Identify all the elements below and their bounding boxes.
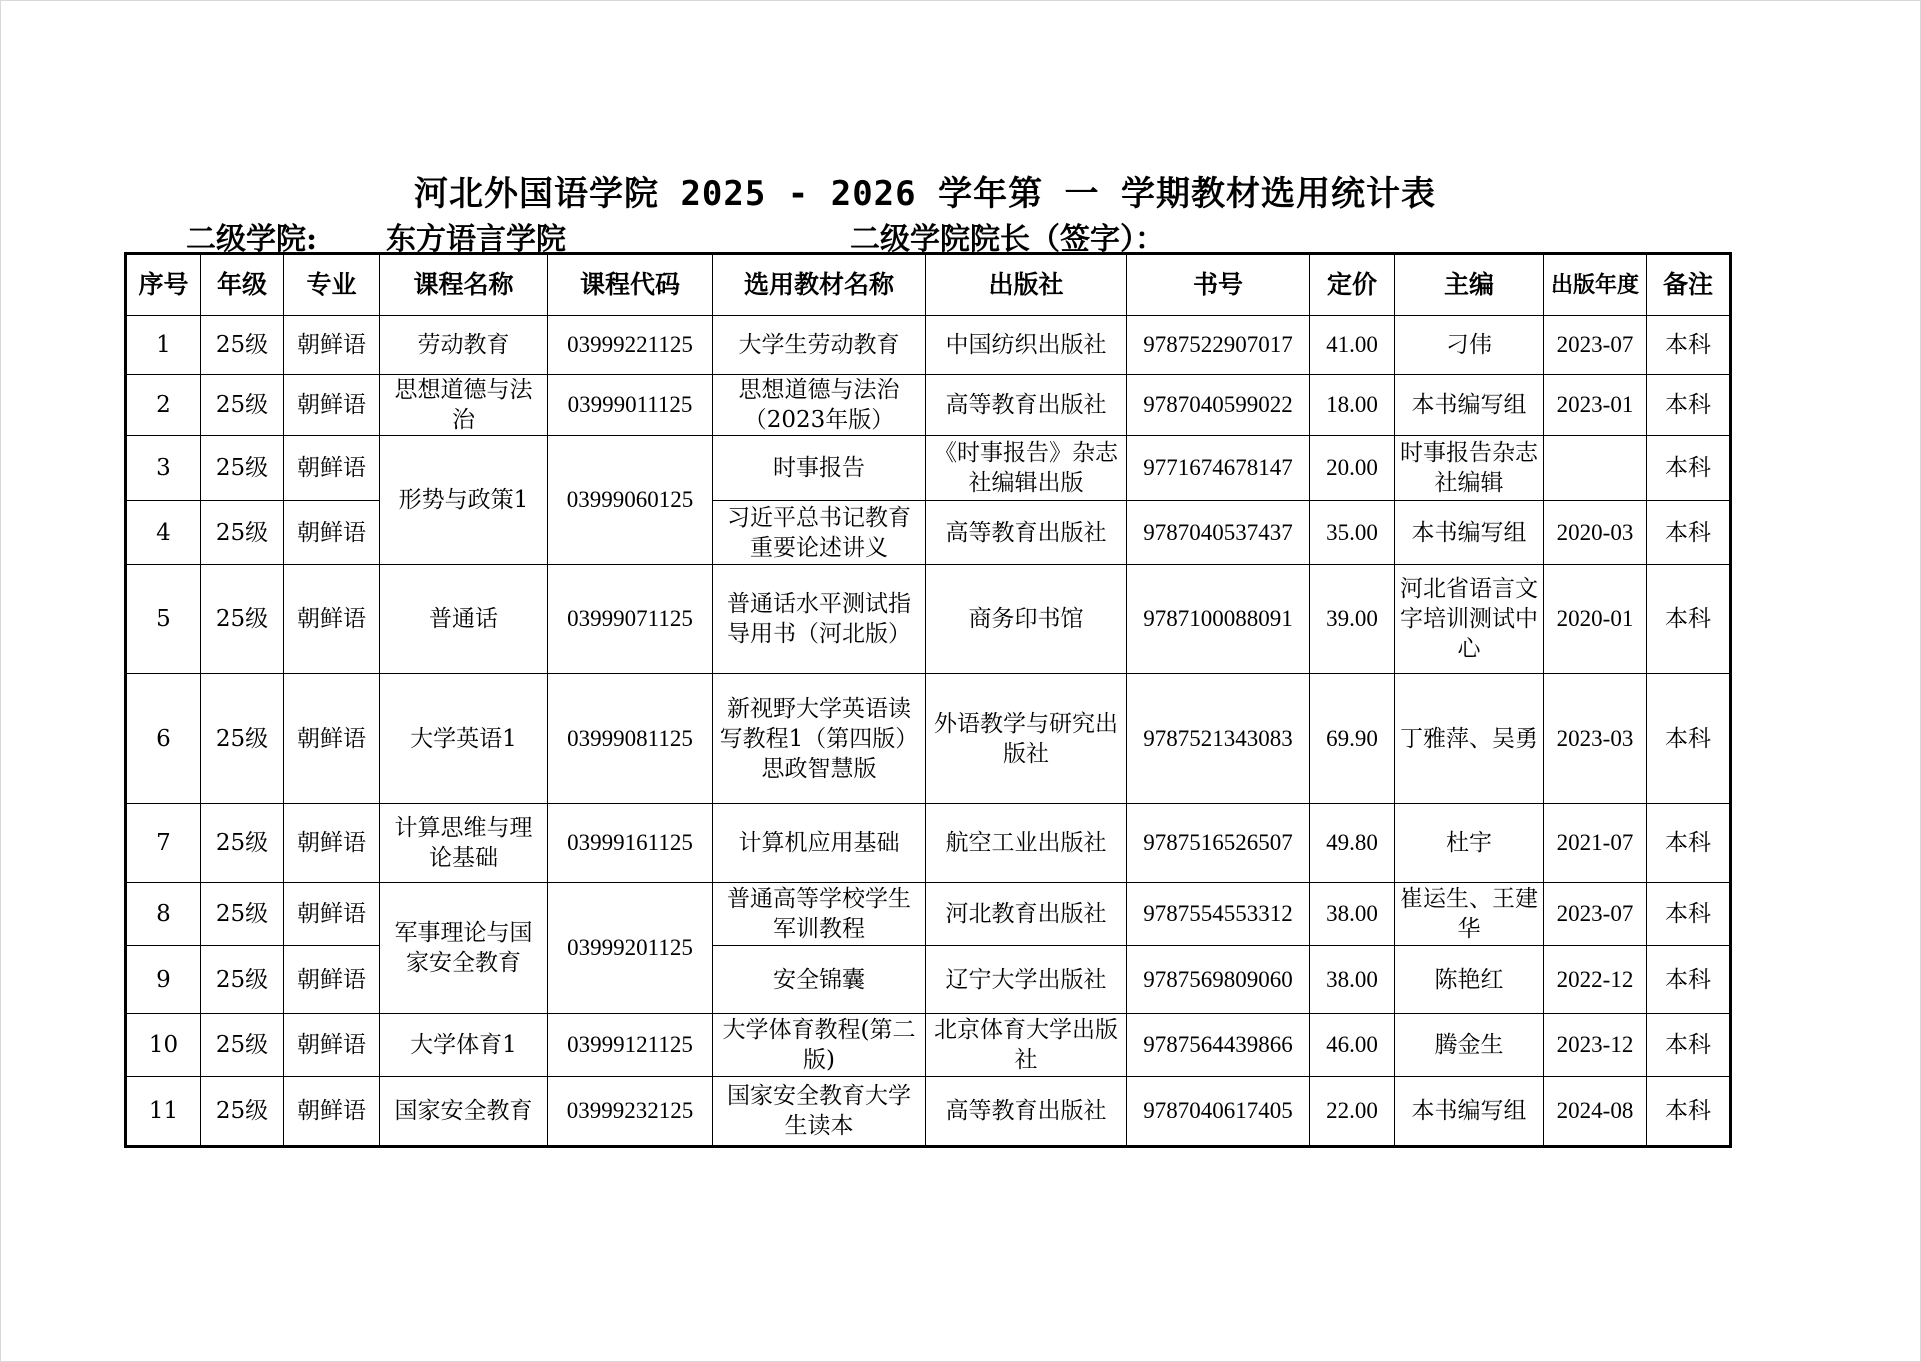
cell-major: 朝鲜语	[284, 1077, 380, 1147]
cell-editor: 刁伟	[1395, 316, 1544, 375]
textbook-table	[124, 252, 1732, 1148]
cell-price: 22.00	[1310, 1077, 1395, 1147]
cell-textbook: 计算机应用基础	[713, 804, 926, 883]
cell-editor: 杜宇	[1395, 804, 1544, 883]
cell-textbook: 普通高等学校学生军训教程	[713, 883, 926, 946]
cell-year: 2023-07	[1544, 316, 1647, 375]
col-header-textbook: 选用教材名称	[713, 254, 926, 316]
cell-isbn: 9787521343083	[1127, 674, 1310, 804]
cell-major: 朝鲜语	[284, 375, 380, 436]
cell-textbook: 普通话水平测试指导用书（河北版）	[713, 565, 926, 674]
cell-textbook: 大学体育教程(第二版)	[713, 1014, 926, 1077]
cell-note: 本科	[1647, 804, 1731, 883]
cell-note: 本科	[1647, 674, 1731, 804]
cell-course: 军事理论与国家安全教育	[380, 883, 548, 1014]
cell-course: 普通话	[380, 565, 548, 674]
cell-publisher: 河北教育出版社	[926, 883, 1127, 946]
col-header-no: 序号	[126, 254, 201, 316]
cell-note: 本科	[1647, 1077, 1731, 1147]
cell-publisher: 北京体育大学出版社	[926, 1014, 1127, 1077]
cell-major: 朝鲜语	[284, 804, 380, 883]
cell-publisher: 中国纺织出版社	[926, 316, 1127, 375]
cell-isbn: 9787516526507	[1127, 804, 1310, 883]
cell-price: 20.00	[1310, 436, 1395, 501]
table-row	[126, 436, 1731, 501]
cell-isbn: 9787522907017	[1127, 316, 1310, 375]
cell-major: 朝鲜语	[284, 501, 380, 565]
cell-editor: 本书编写组	[1395, 375, 1544, 436]
cell-code: 03999161125	[548, 804, 713, 883]
col-header-isbn: 书号	[1127, 254, 1310, 316]
cell-major: 朝鲜语	[284, 674, 380, 804]
cell-course: 形势与政策1	[380, 436, 548, 565]
cell-isbn: 9787040537437	[1127, 501, 1310, 565]
cell-no: 3	[126, 436, 201, 501]
cell-year: 2021-07	[1544, 804, 1647, 883]
cell-price: 49.80	[1310, 804, 1395, 883]
table-row	[126, 316, 1731, 375]
col-header-price: 定价	[1310, 254, 1395, 316]
cell-grade: 25级	[201, 565, 284, 674]
col-header-code: 课程代码	[548, 254, 713, 316]
cell-isbn: 9787564439866	[1127, 1014, 1310, 1077]
cell-publisher: 外语教学与研究出版社	[926, 674, 1127, 804]
cell-editor: 丁雅萍、吴勇	[1395, 674, 1544, 804]
cell-code: 03999071125	[548, 565, 713, 674]
cell-publisher: 高等教育出版社	[926, 1077, 1127, 1147]
cell-course: 国家安全教育	[380, 1077, 548, 1147]
cell-course: 计算思维与理论基础	[380, 804, 548, 883]
cell-major: 朝鲜语	[284, 1014, 380, 1077]
cell-course: 大学体育1	[380, 1014, 548, 1077]
cell-isbn: 9787100088091	[1127, 565, 1310, 674]
table-row	[126, 375, 1731, 436]
cell-price: 18.00	[1310, 375, 1395, 436]
cell-major: 朝鲜语	[284, 565, 380, 674]
cell-editor: 本书编写组	[1395, 1077, 1544, 1147]
cell-code: 03999232125	[548, 1077, 713, 1147]
cell-major: 朝鲜语	[284, 883, 380, 946]
col-header-editor: 主编	[1395, 254, 1544, 316]
cell-grade: 25级	[201, 436, 284, 501]
cell-grade: 25级	[201, 501, 284, 565]
cell-publisher: 商务印书馆	[926, 565, 1127, 674]
page-title: 河北外国语学院 2025 - 2026 学年第 一 学期教材选用统计表	[413, 174, 1437, 214]
cell-course: 思想道德与法治	[380, 375, 548, 436]
cell-note: 本科	[1647, 501, 1731, 565]
col-header-note: 备注	[1647, 254, 1731, 316]
cell-note: 本科	[1647, 436, 1731, 501]
table-row	[126, 1014, 1731, 1077]
cell-textbook: 思想道德与法治（2023年版）	[713, 375, 926, 436]
table-row	[126, 1077, 1731, 1147]
cell-note: 本科	[1647, 565, 1731, 674]
cell-no: 7	[126, 804, 201, 883]
cell-no: 5	[126, 565, 201, 674]
cell-grade: 25级	[201, 316, 284, 375]
cell-price: 39.00	[1310, 565, 1395, 674]
cell-no: 1	[126, 316, 201, 375]
cell-grade: 25级	[201, 883, 284, 946]
col-header-publisher: 出版社	[926, 254, 1127, 316]
cell-year	[1544, 436, 1647, 501]
cell-textbook: 安全锦囊	[713, 946, 926, 1014]
cell-textbook: 时事报告	[713, 436, 926, 501]
cell-code: 03999201125	[548, 883, 713, 1014]
cell-note: 本科	[1647, 1014, 1731, 1077]
cell-textbook: 新视野大学英语读写教程1（第四版）思政智慧版	[713, 674, 926, 804]
cell-year: 2023-07	[1544, 883, 1647, 946]
cell-textbook: 国家安全教育大学生读本	[713, 1077, 926, 1147]
cell-code: 03999011125	[548, 375, 713, 436]
college-name: 东方语言学院	[386, 222, 566, 257]
cell-year: 2024-08	[1544, 1077, 1647, 1147]
cell-price: 41.00	[1310, 316, 1395, 375]
cell-editor: 本书编写组	[1395, 501, 1544, 565]
table-row	[126, 804, 1731, 883]
cell-major: 朝鲜语	[284, 316, 380, 375]
table-row	[126, 946, 1731, 1014]
col-header-year: 出版年度	[1544, 254, 1647, 316]
cell-year: 2023-01	[1544, 375, 1647, 436]
table-row	[126, 565, 1731, 674]
cell-editor: 河北省语言文字培训测试中心	[1395, 565, 1544, 674]
cell-publisher: 高等教育出版社	[926, 501, 1127, 565]
cell-no: 4	[126, 501, 201, 565]
cell-price: 35.00	[1310, 501, 1395, 565]
cell-grade: 25级	[201, 674, 284, 804]
cell-course: 劳动教育	[380, 316, 548, 375]
cell-note: 本科	[1647, 883, 1731, 946]
cell-publisher: 航空工业出版社	[926, 804, 1127, 883]
college-label: 二级学院:	[186, 222, 318, 257]
cell-grade: 25级	[201, 946, 284, 1014]
cell-year: 2020-01	[1544, 565, 1647, 674]
cell-price: 46.00	[1310, 1014, 1395, 1077]
cell-isbn: 9787040617405	[1127, 1077, 1310, 1147]
table-header-row	[126, 254, 1731, 316]
cell-grade: 25级	[201, 1077, 284, 1147]
cell-no: 6	[126, 674, 201, 804]
cell-code: 03999081125	[548, 674, 713, 804]
cell-publisher: 《时事报告》杂志社编辑出版	[926, 436, 1127, 501]
col-header-grade: 年级	[201, 254, 284, 316]
cell-editor: 崔运生、王建华	[1395, 883, 1544, 946]
cell-editor: 陈艳红	[1395, 946, 1544, 1014]
cell-publisher: 高等教育出版社	[926, 375, 1127, 436]
cell-editor: 时事报告杂志社编辑	[1395, 436, 1544, 501]
cell-isbn: 9771674678147	[1127, 436, 1310, 501]
cell-isbn: 9787569809060	[1127, 946, 1310, 1014]
cell-year: 2022-12	[1544, 946, 1647, 1014]
cell-course: 大学英语1	[380, 674, 548, 804]
cell-year: 2023-03	[1544, 674, 1647, 804]
cell-price: 69.90	[1310, 674, 1395, 804]
cell-textbook: 习近平总书记教育重要论述讲义	[713, 501, 926, 565]
cell-no: 8	[126, 883, 201, 946]
cell-grade: 25级	[201, 375, 284, 436]
dean-signature-label: 二级学院院长（签字）：	[850, 222, 1165, 257]
cell-year: 2020-03	[1544, 501, 1647, 565]
cell-grade: 25级	[201, 804, 284, 883]
table-row	[126, 883, 1731, 946]
cell-note: 本科	[1647, 316, 1731, 375]
cell-no: 11	[126, 1077, 201, 1147]
cell-isbn: 9787040599022	[1127, 375, 1310, 436]
cell-code: 03999121125	[548, 1014, 713, 1077]
cell-price: 38.00	[1310, 946, 1395, 1014]
cell-code: 03999221125	[548, 316, 713, 375]
cell-code: 03999060125	[548, 436, 713, 565]
cell-editor: 腾金生	[1395, 1014, 1544, 1077]
cell-price: 38.00	[1310, 883, 1395, 946]
cell-major: 朝鲜语	[284, 946, 380, 1014]
table-row	[126, 674, 1731, 804]
cell-no: 2	[126, 375, 201, 436]
cell-grade: 25级	[201, 1014, 284, 1077]
cell-year: 2023-12	[1544, 1014, 1647, 1077]
cell-note: 本科	[1647, 375, 1731, 436]
cell-isbn: 9787554553312	[1127, 883, 1310, 946]
cell-major: 朝鲜语	[284, 436, 380, 501]
cell-no: 9	[126, 946, 201, 1014]
cell-note: 本科	[1647, 946, 1731, 1014]
table-row	[126, 501, 1731, 565]
cell-no: 10	[126, 1014, 201, 1077]
col-header-course: 课程名称	[380, 254, 548, 316]
cell-textbook: 大学生劳动教育	[713, 316, 926, 375]
col-header-major: 专业	[284, 254, 380, 316]
cell-publisher: 辽宁大学出版社	[926, 946, 1127, 1014]
